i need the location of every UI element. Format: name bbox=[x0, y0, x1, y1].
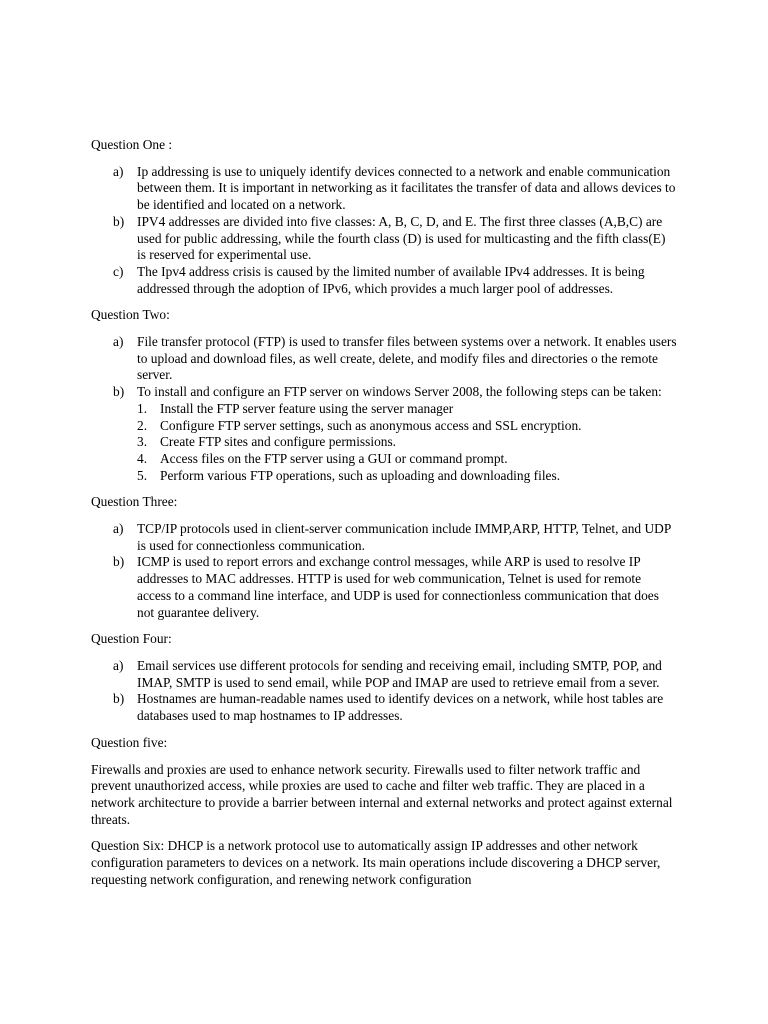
list-item-text: Hostnames are human-readable names used to identify devices on a network, while host tables are databases used to map hostnames to IP addresses. bbox=[137, 691, 664, 724]
list-marker: a) bbox=[113, 163, 124, 179]
list-marker: a) bbox=[113, 657, 124, 673]
question-four-list bbox=[91, 658, 677, 725]
ftp-steps-list bbox=[137, 401, 677, 485]
question-three-list bbox=[91, 521, 677, 621]
question-three-heading: Question Three: bbox=[91, 494, 178, 510]
list-item bbox=[91, 384, 677, 484]
question-four-heading: Question Four: bbox=[91, 631, 172, 647]
document-page bbox=[91, 137, 677, 898]
step-text: Access files on the FTP server using a GUI or command prompt. bbox=[160, 450, 508, 466]
list-item-text: ICMP is used to report errors and exchange control messages, while ARP is used to resolve IP addresses to MAC addresses. HTTP is used for web communication, Telnet is used for remote access to a command line interface, and UDP is used for connectionless communication that does not guarantee delivery. bbox=[137, 554, 659, 620]
list-item-text: To install and configure an FTP server on windows Server 2008, the following steps can be taken: bbox=[137, 384, 662, 400]
list-item-text: Ip addressing is use to uniquely identify devices connected to a network and enable communication between them. It is important in networking as it facilitates the transfer of data and allows devices to be identified and located on a network. bbox=[137, 163, 676, 213]
step-item bbox=[137, 468, 677, 485]
question-one-heading: Question One : bbox=[91, 137, 173, 152]
question-two-list bbox=[91, 334, 677, 484]
step-number: 5. bbox=[137, 467, 148, 483]
question-six-paragraph: Question Six: DHCP is a network protocol use to automatically assign IP addresses and other network configuration parameters to devices on a network. Its main operations include discovering a DHCP server, requesting network configuration, and renewing network configuration bbox=[91, 838, 661, 887]
list-marker: c) bbox=[113, 263, 124, 279]
step-item bbox=[137, 401, 677, 418]
list-marker: b) bbox=[113, 554, 125, 570]
step-text: Perform various FTP operations, such as uploading and downloading files. bbox=[160, 467, 561, 483]
question-two-heading: Question Two: bbox=[91, 307, 170, 323]
list-item-text: File transfer protocol (FTP) is used to transfer files between systems over a network. It enables users to upload and download files, as well create, delete, and modify files and directories o the remote server. bbox=[137, 334, 677, 383]
list-item bbox=[91, 264, 677, 297]
list-item bbox=[91, 554, 677, 621]
list-marker: a) bbox=[113, 334, 124, 350]
list-item bbox=[91, 521, 677, 554]
list-marker: b) bbox=[113, 384, 125, 400]
step-text: Configure FTP server settings, such as anonymous access and SSL encryption. bbox=[160, 417, 582, 433]
step-number: 2. bbox=[137, 417, 148, 433]
step-item bbox=[137, 418, 677, 435]
step-text: Install the FTP server feature using the server manager bbox=[160, 400, 454, 416]
question-five-heading: Question five: bbox=[91, 734, 168, 750]
list-item-text: The Ipv4 address crisis is caused by the limited number of available IPv4 addresses. It is being addressed through the adoption of IPv6, which provides a much larger pool of addresses. bbox=[137, 263, 645, 296]
step-number: 3. bbox=[137, 434, 148, 450]
list-item-text: TCP/IP protocols used in client-server communication include IMMP,ARP, HTTP, Telnet, and UDP is used for connectionless communication. bbox=[137, 521, 671, 553]
list-item bbox=[91, 164, 677, 214]
question-five-paragraph: Firewalls and proxies are used to enhance network security. Firewalls used to filter network traffic and prevent unauthorized access, while proxies are used to cache and filter web traffic. They are placed in a network architecture to provide a barrier between internal and external networks and protect against external threats. bbox=[91, 761, 673, 827]
step-number: 4. bbox=[137, 450, 148, 466]
list-marker: a) bbox=[113, 521, 124, 537]
list-marker: b) bbox=[113, 691, 125, 707]
list-marker: b) bbox=[113, 213, 125, 229]
step-item bbox=[137, 434, 677, 451]
list-item bbox=[91, 691, 677, 724]
question-one-list bbox=[91, 164, 677, 298]
list-item bbox=[91, 214, 677, 264]
list-item bbox=[91, 334, 677, 384]
step-item bbox=[137, 451, 677, 468]
step-number: 1. bbox=[137, 400, 148, 416]
list-item bbox=[91, 658, 677, 691]
step-text: Create FTP sites and configure permissions. bbox=[160, 434, 397, 450]
list-item-text: IPV4 addresses are divided into five classes: A, B, C, D, and E. The first three classes (A,B,C) are used for public addressing, while the fourth class (D) is used for multicasting and the fifth class(E) is reserved for experimental use. bbox=[137, 213, 666, 263]
list-item-text: Email services use different protocols for sending and receiving email, including SMTP, POP, and IMAP, SMTP is used to send email, while POP and IMAP are used to retrieve email from a sever. bbox=[137, 657, 662, 690]
